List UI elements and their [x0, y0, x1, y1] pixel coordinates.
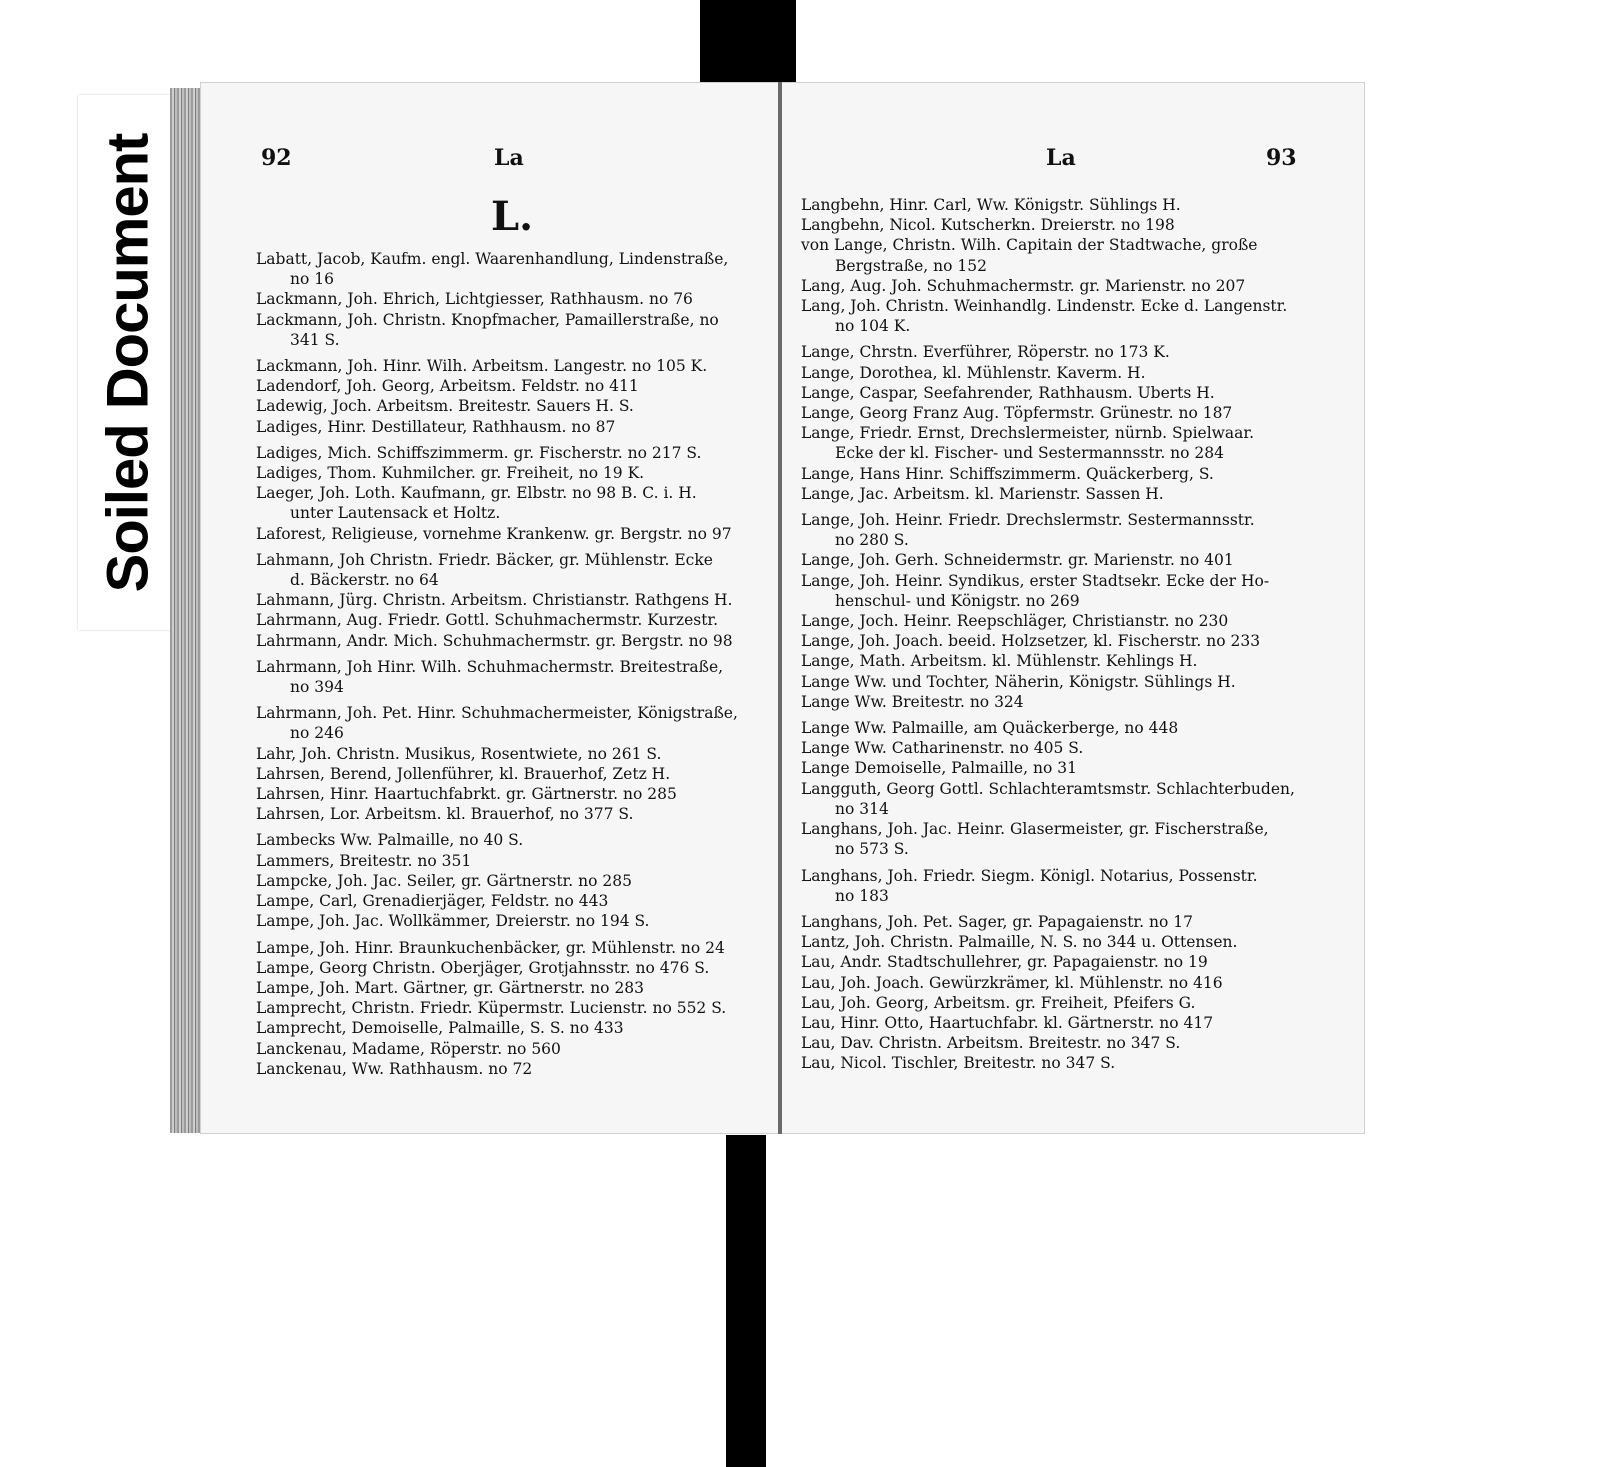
entry-line: Labatt, Jacob, Kaufm. engl. Waarenhandlung, Lindenstraße, — [256, 250, 729, 268]
directory-entry — [801, 672, 1346, 692]
soiled-document-stamp — [78, 95, 178, 630]
entry-line: Langguth, Georg Gottl. Schlachteramtsmstr. Schlachterbuden, — [801, 779, 1295, 798]
book-page-edges — [170, 88, 202, 1133]
directory-entry — [801, 215, 1346, 235]
entry-continuation: 341 S. — [290, 330, 340, 349]
entry-line: Lahr, Joh. Christn. Musikus, Rosentwiete, no 261 S. — [256, 744, 662, 763]
entry-continuation: no 573 S. — [835, 840, 909, 859]
directory-entry — [801, 363, 1346, 383]
entry-line: Lackmann, Joh. Hinr. Wilh. Arbeitsm. Langestr. no 105 K. — [256, 357, 708, 376]
directory-entry — [256, 631, 766, 651]
page-number-right: 93 — [1266, 145, 1297, 171]
directory-entry — [256, 417, 766, 437]
entry-line: Lange Ww. Palmaille, am Quäckerberge, no 448 — [801, 719, 1179, 738]
directory-entry — [256, 376, 766, 396]
directory-entries-right — [801, 195, 1346, 1074]
directory-entry — [256, 1039, 766, 1059]
directory-entry — [256, 249, 766, 289]
directory-entry — [801, 235, 1346, 275]
directory-entry — [256, 483, 766, 523]
directory-entry — [801, 342, 1346, 362]
entry-line: Lange, Georg Franz Aug. Töpfermstr. Grünestr. no 187 — [801, 404, 1233, 423]
directory-entry — [801, 276, 1346, 296]
directory-entry — [801, 550, 1346, 570]
entry-line: Lahmann, Jürg. Christn. Arbeitsm. Christianstr. Rathgens H. — [256, 591, 733, 610]
entry-continuation: no 104 K. — [835, 317, 911, 336]
directory-entry — [801, 510, 1346, 550]
entry-line: Lange, Hans Hinr. Schiffszimmerm. Quäckerberg, S. — [801, 464, 1214, 483]
entry-line: Lamprecht, Christn. Friedr. Küpermstr. Lucienstr. no 552 S. — [256, 999, 727, 1018]
entry-line: Lange Ww. Breitestr. no 324 — [801, 692, 1024, 711]
directory-entry — [256, 938, 766, 958]
right-page — [780, 82, 1365, 1134]
entry-line: Lang, Joh. Christn. Weinhandlg. Lindenstr. Ecke d. Langenstr. — [801, 297, 1288, 316]
directory-entry — [801, 692, 1346, 712]
scanner-divider-top — [700, 0, 796, 82]
section-letter: L. — [491, 193, 534, 240]
entry-line: Langhans, Joh. Friedr. Siegm. Königl. Notarius, Possenstr. — [801, 866, 1258, 885]
directory-entry — [256, 524, 766, 544]
entry-continuation: no 246 — [290, 724, 344, 743]
entry-line: Lahrmann, Aug. Friedr. Gottl. Schuhmachermstr. Kurzestr. — [256, 611, 719, 630]
directory-entry — [256, 871, 766, 891]
directory-entry — [801, 195, 1346, 215]
entry-line: Lanckenau, Madame, Röperstr. no 560 — [256, 1039, 561, 1058]
directory-entry — [256, 356, 766, 376]
directory-entry — [801, 779, 1346, 819]
stamp-text: Soiled Document — [95, 133, 161, 592]
entry-line: Lantz, Joh. Christn. Palmaille, N. S. no 344 u. Ottensen. — [801, 933, 1238, 952]
entry-line: Lange, Math. Arbeitsm. kl. Mühlenstr. Kehlings H. — [801, 652, 1198, 671]
directory-entry — [801, 866, 1346, 906]
directory-entry — [256, 443, 766, 463]
entry-line: Lau, Andr. Stadtschullehrer, gr. Papagaienstr. no 19 — [801, 953, 1208, 972]
entry-line: Ladiges, Mich. Schiffszimmerm. gr. Fischerstr. no 217 S. — [256, 443, 702, 462]
entry-line: Lampe, Joh. Hinr. Braunkuchenbäcker, gr. Mühlenstr. no 24 — [256, 938, 725, 957]
directory-entries-left — [256, 249, 766, 1079]
running-header-right: La — [1046, 145, 1076, 171]
entry-line: Lahmann, Joh Christn. Friedr. Bäcker, gr. Mühlenstr. Ecke — [256, 550, 713, 569]
directory-entry — [801, 1033, 1346, 1053]
directory-entry — [256, 804, 766, 824]
entry-line: Lange Ww. Catharinenstr. no 405 S. — [801, 739, 1084, 758]
entry-line: Langbehn, Hinr. Carl, Ww. Königstr. Sühlings H. — [801, 196, 1181, 214]
left-page — [200, 82, 780, 1134]
entry-line: Lampe, Joh. Jac. Wollkämmer, Dreierstr. no 194 S. — [256, 912, 650, 931]
entry-line: Langhans, Joh. Jac. Heinr. Glasermeister, gr. Fischerstraße, — [801, 820, 1269, 839]
entry-line: Ladendorf, Joh. Georg, Arbeitsm. Feldstr. no 411 — [256, 377, 639, 396]
entry-line: Lange, Joh. Heinr. Friedr. Drechslermstr. Sestermannsstr. — [801, 511, 1255, 530]
entry-continuation: unter Lautensack et Holtz. — [290, 504, 501, 523]
entry-continuation: no 394 — [290, 678, 344, 697]
directory-entry — [801, 296, 1346, 336]
directory-entry — [256, 310, 766, 350]
entry-line: Lampe, Joh. Mart. Gärtner, gr. Gärtnerstr. no 283 — [256, 978, 645, 997]
directory-entry — [256, 463, 766, 483]
directory-entry — [801, 403, 1346, 423]
directory-entry — [256, 764, 766, 784]
directory-entry — [256, 590, 766, 610]
entry-line: Lange, Joch. Heinr. Reepschläger, Christianstr. no 230 — [801, 612, 1229, 631]
entry-line: von Lange, Christn. Wilh. Capitain der Stadtwache, große — [801, 236, 1258, 255]
directory-entry — [801, 718, 1346, 738]
directory-entry — [256, 610, 766, 630]
entry-line: Lange, Joh. Gerh. Schneidermstr. gr. Marienstr. no 401 — [801, 551, 1234, 570]
entry-line: Lang, Aug. Joh. Schuhmachermstr. gr. Marienstr. no 207 — [801, 276, 1246, 295]
entry-continuation: henschul- und Königstr. no 269 — [835, 591, 1080, 610]
directory-entry — [256, 978, 766, 998]
entry-line: Lahrmann, Joh. Pet. Hinr. Schuhmachermeister, Königstraße, — [256, 704, 738, 723]
entry-line: Lange, Dorothea, kl. Mühlenstr. Kaverm. H. — [801, 363, 1146, 382]
entry-line: Lahrsen, Berend, Jollenführer, kl. Brauerhof, Zetz H. — [256, 764, 671, 783]
entry-continuation: Ecke der kl. Fischer- und Sestermannsstr. no 284 — [835, 444, 1224, 463]
entry-line: Laforest, Religieuse, vornehme Krankenw. gr. Bergstr. no 97 — [256, 524, 732, 543]
directory-entry — [801, 651, 1346, 671]
entry-line: Lackmann, Joh. Ehrich, Lichtgiesser, Rathhausm. no 76 — [256, 290, 693, 309]
entry-line: Lange, Caspar, Seefahrender, Rathhausm. Uberts H. — [801, 383, 1215, 402]
directory-entry — [256, 289, 766, 309]
directory-entry — [801, 973, 1346, 993]
directory-entry — [801, 993, 1346, 1013]
entry-line: Lau, Joh. Joach. Gewürzkrämer, kl. Mühlenstr. no 416 — [801, 973, 1223, 992]
directory-entry — [256, 1018, 766, 1038]
directory-entry — [801, 464, 1346, 484]
directory-entry — [801, 611, 1346, 631]
directory-entry — [256, 744, 766, 764]
directory-entry — [256, 911, 766, 931]
entry-line: Lahrsen, Hinr. Haartuchfabrkt. gr. Gärtnerstr. no 285 — [256, 785, 677, 804]
entry-continuation: Bergstraße, no 152 — [835, 256, 987, 275]
directory-entry — [801, 571, 1346, 611]
entry-line: Lange Ww. und Tochter, Näherin, Königstr. Sühlings H. — [801, 672, 1236, 691]
entry-line: Lau, Dav. Christn. Arbeitsm. Breitestr. no 347 S. — [801, 1034, 1181, 1053]
directory-entry — [256, 998, 766, 1018]
directory-entry — [801, 484, 1346, 504]
entry-line: Lammers, Breitestr. no 351 — [256, 851, 472, 870]
entry-line: Lange, Friedr. Ernst, Drechslermeister, nürnb. Spielwaar. — [801, 424, 1255, 443]
entry-line: Lahrmann, Joh Hinr. Wilh. Schuhmachermstr. Breitestraße, — [256, 657, 724, 676]
entry-line: Ladiges, Thom. Kuhmilcher. gr. Freiheit, no 19 K. — [256, 464, 645, 483]
directory-entry — [801, 423, 1346, 463]
entry-line: Lambecks Ww. Palmaille, no 40 S. — [256, 831, 524, 850]
directory-entry — [256, 784, 766, 804]
directory-entry — [256, 703, 766, 743]
entry-line: Lau, Hinr. Otto, Haartuchfabr. kl. Gärtnerstr. no 417 — [801, 1013, 1214, 1032]
directory-entry — [801, 758, 1346, 778]
entry-line: Lange, Joh. Heinr. Syndikus, erster Stadtsekr. Ecke der Ho- — [801, 571, 1270, 590]
entry-line: Lau, Joh. Georg, Arbeitsm. gr. Freiheit, Pfeifers G. — [801, 993, 1196, 1012]
directory-entry — [801, 738, 1346, 758]
directory-entry — [801, 631, 1346, 651]
entry-line: Lange, Joh. Joach. beeid. Holzsetzer, kl. Fischerstr. no 233 — [801, 632, 1261, 651]
entry-line: Lahrmann, Andr. Mich. Schuhmachermstr. gr. Bergstr. no 98 — [256, 631, 733, 650]
directory-entry — [801, 952, 1346, 972]
entry-continuation: no 314 — [835, 799, 889, 818]
directory-entry — [801, 912, 1346, 932]
entry-line: Lanckenau, Ww. Rathhausm. no 72 — [256, 1059, 533, 1078]
directory-entry — [256, 958, 766, 978]
entry-line: Ladiges, Hinr. Destillateur, Rathhausm. no 87 — [256, 417, 616, 436]
entry-line: Lahrsen, Lor. Arbeitsm. kl. Brauerhof, no 377 S. — [256, 805, 634, 824]
entry-line: Lampe, Carl, Grenadierjäger, Feldstr. no 443 — [256, 892, 609, 911]
directory-entry — [256, 830, 766, 850]
page-number-left: 92 — [261, 145, 292, 171]
entry-continuation: no 16 — [290, 270, 334, 289]
directory-entry — [801, 1013, 1346, 1033]
entry-line: Langhans, Joh. Pet. Sager, gr. Papagaienstr. no 17 — [801, 912, 1193, 931]
entry-continuation: d. Bäckerstr. no 64 — [290, 571, 439, 590]
directory-entry — [256, 1059, 766, 1079]
entry-line: Ladewig, Joch. Arbeitsm. Breitestr. Sauers H. S. — [256, 397, 634, 416]
entry-line: Lackmann, Joh. Christn. Knopfmacher, Pamaillerstraße, no — [256, 310, 719, 329]
entry-line: Lampe, Georg Christn. Oberjäger, Grotjahnsstr. no 476 S. — [256, 958, 710, 977]
scanner-divider-bottom — [726, 1135, 766, 1467]
entry-line: Lange Demoiselle, Palmaille, no 31 — [801, 759, 1077, 778]
entry-line: Langbehn, Nicol. Kutscherkn. Dreierstr. no 198 — [801, 216, 1175, 235]
directory-entry — [256, 851, 766, 871]
directory-entry — [801, 1053, 1346, 1073]
directory-entry — [801, 932, 1346, 952]
entry-continuation: no 183 — [835, 886, 889, 905]
entry-line: Lampcke, Joh. Jac. Seiler, gr. Gärtnerstr. no 285 — [256, 871, 632, 890]
entry-line: Lamprecht, Demoiselle, Palmaille, S. S. no 433 — [256, 1019, 624, 1038]
entry-line: Lau, Nicol. Tischler, Breitestr. no 347 S. — [801, 1054, 1116, 1073]
book-gutter — [778, 82, 782, 1134]
directory-entry — [801, 383, 1346, 403]
directory-entry — [801, 819, 1346, 859]
directory-entry — [256, 891, 766, 911]
entry-line: Lange, Jac. Arbeitsm. kl. Marienstr. Sassen H. — [801, 484, 1164, 503]
directory-entry — [256, 657, 766, 697]
entry-continuation: no 280 S. — [835, 531, 909, 550]
directory-entry — [256, 396, 766, 416]
running-header-left: La — [494, 145, 524, 171]
entry-line: Lange, Chrstn. Everführer, Röperstr. no 173 K. — [801, 343, 1170, 362]
entry-line: Laeger, Joh. Loth. Kaufmann, gr. Elbstr. no 98 B. C. i. H. — [256, 484, 697, 503]
directory-entry — [256, 550, 766, 590]
